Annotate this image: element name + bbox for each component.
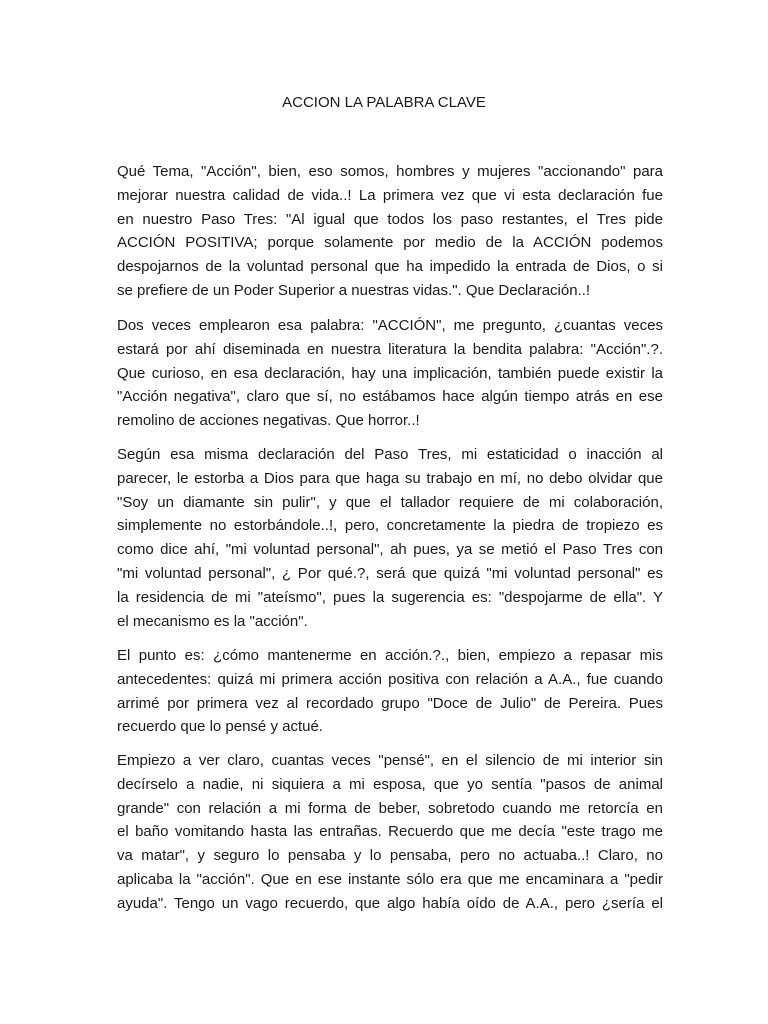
text-line: la residencia de mi "ateísmo", pues la sugerencia es: "despojarme de ella". Y	[117, 588, 663, 606]
text-line: se prefiere de un Poder Superior a nuestras vidas.". Que Declaración..!	[117, 281, 591, 299]
text-line: parecer, le estorba a Dios para que haga su trabajo en mí, no debo olvidar que	[117, 469, 663, 487]
paragraph	[117, 443, 663, 633]
text-line: despojarnos de la voluntad personal que ha impedido la entrada de Dios, o si	[117, 258, 663, 276]
paragraph	[117, 749, 663, 916]
text-line: como dice ahí, "mi voluntad personal", ah pues, ya se metió el Paso Tres con	[117, 541, 663, 559]
text-line: ayuda". Tengo un vago recuerdo, que algo había oído de A.A., pero ¿sería el	[117, 894, 663, 912]
text-line: antecedentes: quizá mi primera acción positiva con relación a A.A., fue cuando	[117, 670, 663, 688]
text-line: "mi voluntad personal", ¿ Por qué.?, será que quizá "mi voluntad personal" es	[117, 564, 663, 582]
text-line: Dos veces emplearon esa palabra: "ACCIÓN", me pregunto, ¿cuantas veces	[117, 317, 663, 334]
text-line: Que curioso, en esa declaración, hay una implicación, también puede existir la	[117, 364, 663, 382]
text-line: el mecanismo es la "acción".	[117, 612, 308, 630]
text-line: el baño vomitando hasta las entrañas. Recuerdo que me decía "este trago me	[117, 823, 663, 841]
text-line: mejorar nuestra calidad de vida..! La primera vez que vi esta declaración fue	[117, 186, 663, 204]
text-line: estará por ahí diseminada en nuestra literatura la bendita palabra: "Acción".?.	[117, 340, 663, 358]
document-title: ACCION LA PALABRA CLAVE	[282, 94, 486, 111]
text-line: "Acción negativa", claro que sí, no estábamos hace algún tiempo atrás en ese	[117, 388, 663, 406]
text-line: "Soy un diamante sin pulir", y que el tallador requiere de mi colaboración,	[117, 493, 663, 511]
text-line: aplicaba la "acción". Que en ese instante sólo era que me encaminara a "pedir	[117, 870, 663, 888]
paragraph	[117, 644, 663, 739]
text-line: simplemente no estorbándole..!, pero, concretamente la piedra de tropiezo es	[117, 517, 663, 535]
text-line: en nuestro Paso Tres: "Al igual que todos los paso restantes, el Tres pide	[117, 210, 663, 228]
paragraph	[117, 314, 663, 433]
text-line: Empiezo a ver claro, cuantas veces "pensé", en el silencio de mi interior sin	[117, 752, 663, 769]
text-line: Según esa misma declaración del Paso Tres, mi estaticidad o inacción al	[117, 446, 663, 463]
text-line: remolino de acciones negativas. Que horror..!	[117, 412, 420, 430]
text-line: Qué Tema, "Acción", bien, eso somos, hombres y mujeres "accionando" para	[117, 163, 663, 180]
text-line: ACCIÓN POSITIVA; porque solamente por medio de la ACCIÓN podemos	[117, 234, 663, 252]
text-line: recuerdo que lo pensé y actué.	[117, 718, 323, 736]
text-line: grande" con relación a mi forma de beber, sobretodo cuando me retorcía en	[117, 799, 663, 817]
paragraph	[117, 160, 663, 303]
text-line: El punto es: ¿cómo mantenerme en acción.?., bien, empiezo a repasar mis	[117, 647, 663, 664]
text-line: va matar", y seguro lo pensaba y lo pensaba, pero no actuaba..! Claro, no	[117, 847, 663, 865]
text-line: arrimé por primera vez al recordado grupo "Doce de Julio" de Pereira. Pues	[117, 694, 663, 712]
text-line: decírselo a nadie, ni siquiera a mi esposa, que yo sentía "pasos de animal	[117, 775, 663, 793]
